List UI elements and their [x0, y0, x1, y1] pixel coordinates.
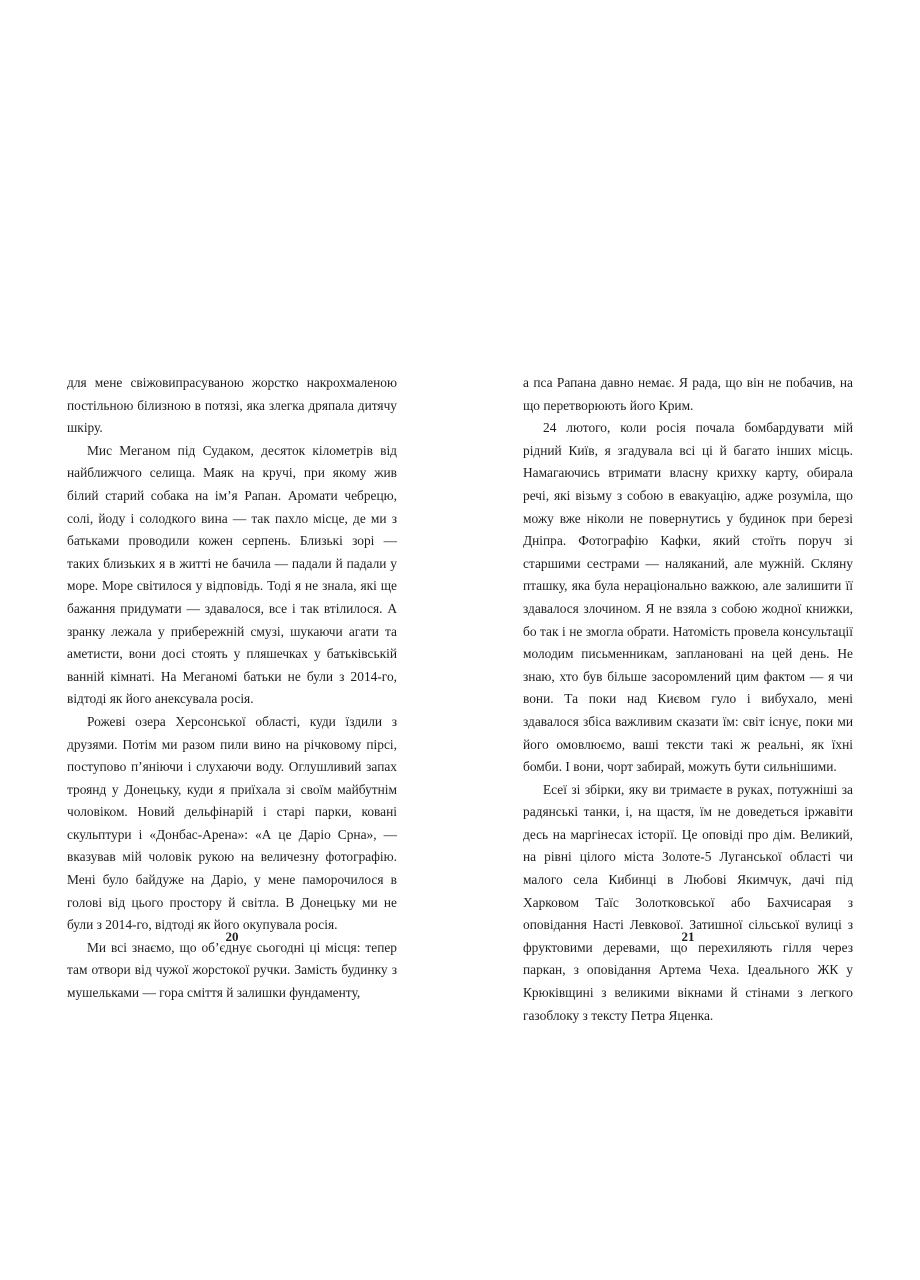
- left-paragraph-4: Ми всі знаємо, що об’єднує сьогодні ці місця: тепер там отвори від чужої жорстокої ручки. Замість будинку з мушельками — гора сміття й залишки фундаменту,: [67, 939, 397, 1001]
- right-page-number: 21: [681, 929, 695, 944]
- right-paragraph-3: Есеї зі збірки, яку ви тримаєте в руках, потужніші за радянські танки, і, на щастя, їм не доведеться іржавіти десь на маргінесах історії. Це оповіді про дім. Великий, на рівні цілого міста Золоте-5 Луганської області чи малого села Кибинці в Любові Якимчук, дачі під Харковом Таїс Золотковської або Бахчисарая з оповідання Насті Левкової. Затишної сільської вулиці з фруктовими деревами, що перехиляють гілля через паркан, з оповідання Артема Чеха. Ідеального ЖК у Крюківщині з великими вікнами й стінами з легкого газоблоку з тексту Петра Яценка.: [523, 781, 853, 1023]
- left-paragraph-1: для мене свіжовипрасуваною жорстко накрохмаленою постільною білизною в потязі, яка злегка дряпала дитячу шкіру.: [67, 375, 397, 436]
- left-paragraph-2: Мис Меганом під Судаком, десяток кілометрів від найближчого селища. Маяк на кручі, при якому жив білий старий собака на ім’я Рапан. Аромати чебрецю, солі, йоду і солодкого вина — так пахло місце, де ми з батьками проводили кожен серпень. Близькі зорі — таких близьких я в житті не бачила — падали й падали у море. Море світилося у відповідь. Тоді я не знала, які ще бажання придумати — здавалося, все і так втілилося. А зранку лежала у прибережній смузі, шукаючи агати та аметисти, вони досі стоять у пляшечках у батьківській ванній кімнаті. На Меганомі батьки не були з 2014-го, відтоді як його анексувала росія.: [67, 442, 397, 707]
- left-page-text: [67, 372, 397, 1005]
- right-paragraph-1: а пса Рапана давно немає. Я рада, що він не побачив, на що перетворюють його Крим.: [523, 375, 853, 413]
- left-page-number: 20: [225, 929, 239, 944]
- right-paragraph-2: 24 лютого, коли росія почала бомбардувати мій рідний Київ, я згадувала всі ці й багато інших місць. Намагаючись втримати власну крихку карту, обирала речі, які візьму з собою в евакуацію, адже розуміла, що можу вже ніколи не повернутись у будинок при березі Дніпра. Фотографію Кафки, який стоїть поруч зі старшими сестрами — наляканий, але мужній. Скляну пташку, яка була нераціонально важкою, але залишити її здавалося злочином. Я не взяла з собою жодної книжки, бо так і не змогла обрати. Натомість провела консультації молодим письменникам, заплановані на цей день. Не знаю, хто був більше засоромлений цим фактом — я чи вони. Та поки над Києвом гуло і вибухало, мені здавалося збіса важливим сказати їм: світ існує, поки ми його омовлюємо, ваші тексти такі ж реальні, як їхні бомби. І вони, чорт забирай, можуть бути сильнішими.: [523, 420, 853, 775]
- left-page: [67, 372, 397, 1005]
- left-paragraph-3: Рожеві озера Херсонської області, куди їздили з друзями. Потім ми разом пили вино на річковому пірсі, поступово п’яніючи і слухаючи воду. Оглушливий запах троянд у Донецьку, куди я приїхала зі своїм майбутнім чоловіком. Новий дельфінарій і старі парки, ковані скульптури і «Донбас-Арена»: «А це Даріо Срна», — вказував мій чоловік рукою на величезну фотографію. Мені було байдуже на Даріо, у мене паморочилося в голові від цього простору й світла. В Донецьку ми не були з 2014-го, відтоді як його окупувала росія.: [67, 713, 397, 933]
